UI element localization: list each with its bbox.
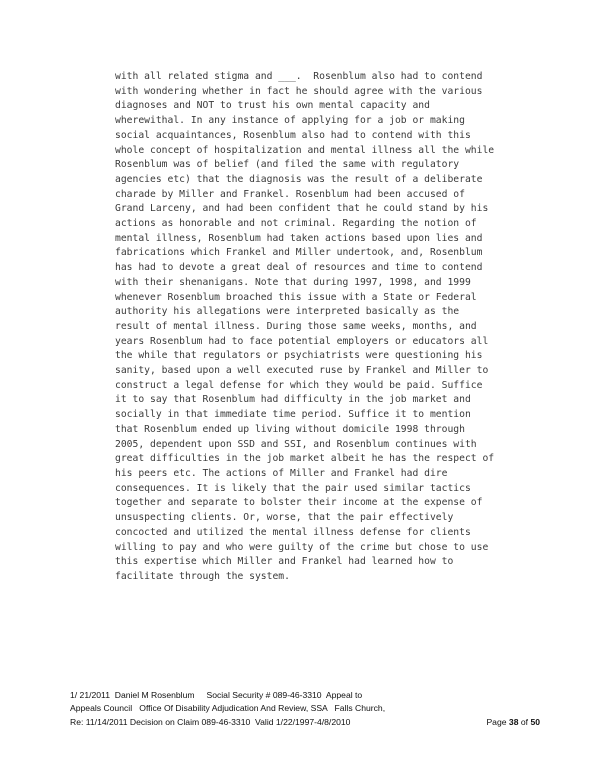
body-line: the while that regulators or psychiatrists were questioning his bbox=[115, 350, 483, 362]
body-line: charade by Miller and Frankel. Rosenblum had been accused of bbox=[115, 188, 465, 200]
body-line: mental illness, Rosenblum had taken actions based upon lies and bbox=[115, 232, 483, 244]
body-line: social acquaintances, Rosenblum also had to contend with this bbox=[115, 129, 471, 141]
body-line: has had to devote a great deal of resources and time to contend bbox=[115, 262, 483, 274]
body-line: it to say that Rosenblum had difficulty in the job market and bbox=[115, 394, 471, 406]
page-current: 38 bbox=[508, 716, 519, 727]
body-line: Rosenblum was of belief (and filed the same with regulatory bbox=[115, 159, 460, 171]
body-line: fabrications which Frankel and Miller undertook, and, Rosenblum bbox=[115, 247, 483, 259]
footer-line-3: Re: 11/14/2011 Decision on Claim 089-46-3310 Valid 1/22/1997-4/8/2010 bbox=[70, 716, 351, 727]
body-line: consequences. It is likely that the pair used similar tactics bbox=[115, 482, 471, 494]
body-line: agencies etc) that the diagnosis was the result of a deliberate bbox=[115, 173, 483, 185]
footer-line-2: Appeals Council Office Of Disability Adjudication And Review, SSA Falls Church, bbox=[70, 703, 386, 714]
body-line: construct a legal defense for which they would be paid. Suffice bbox=[115, 379, 483, 391]
body-line: actions as honorable and not criminal. Regarding the notion of bbox=[115, 218, 477, 230]
page-label: Page bbox=[486, 716, 509, 727]
body-line: socially in that immediate time period. Suffice it to mention bbox=[115, 409, 471, 421]
body-line: concocted and utilized the mental illness defense for clients bbox=[115, 526, 471, 538]
body-line: this expertise which Miller and Frankel had learned how to bbox=[115, 556, 454, 568]
page-number bbox=[486, 716, 540, 729]
body-line: with wondering whether in fact he should agree with the various bbox=[115, 85, 483, 97]
page-footer bbox=[70, 689, 540, 729]
body-line: unsuspecting clients. Or, worse, that the pair effectively bbox=[115, 512, 454, 524]
body-line: Grand Larceny, and had been confident that he could stand by his bbox=[115, 203, 489, 215]
document-body bbox=[115, 70, 525, 585]
body-line: sanity, based upon a well executed ruse by Frankel and Miller to bbox=[115, 365, 489, 377]
body-line: facilitate through the system. bbox=[115, 570, 290, 582]
body-line: years Rosenblum had to face potential employers or educators all bbox=[115, 335, 489, 347]
footer-line-1: 1/ 21/2011 Daniel M Rosenblum Social Security # 089-46-3310 Appeal to bbox=[70, 690, 363, 700]
body-line: wherewithal. In any instance of applying for a job or making bbox=[115, 115, 465, 127]
body-line: whole concept of hospitalization and mental illness all the while bbox=[115, 144, 495, 156]
body-line: diagnoses and NOT to trust his own mental capacity and bbox=[115, 100, 430, 112]
body-line: authority his allegations were interpreted basically as the bbox=[115, 306, 460, 318]
body-line: with their shenanigans. Note that during 1997, 1998, and 1999 bbox=[115, 276, 471, 288]
body-line: his peers etc. The actions of Miller and Frankel had dire bbox=[115, 467, 448, 479]
body-line: whenever Rosenblum broached this issue with a State or Federal bbox=[115, 291, 477, 303]
body-line: great difficulties in the job market albeit he has the respect of bbox=[115, 453, 495, 465]
page-separator: of bbox=[518, 716, 531, 727]
body-line: result of mental illness. During those same weeks, months, and bbox=[115, 320, 477, 332]
body-line: that Rosenblum ended up living without domicile 1998 through bbox=[115, 423, 465, 435]
body-line: willing to pay and who were guilty of the crime but chose to use bbox=[115, 541, 489, 553]
body-line: 2005, dependent upon SSD and SSI, and Rosenblum continues with bbox=[115, 438, 477, 450]
page-total: 50 bbox=[530, 716, 540, 727]
body-line: together and separate to bolster their income at the expense of bbox=[115, 497, 483, 509]
body-line: with all related stigma and ___. Rosenblum also had to contend bbox=[115, 71, 483, 82]
